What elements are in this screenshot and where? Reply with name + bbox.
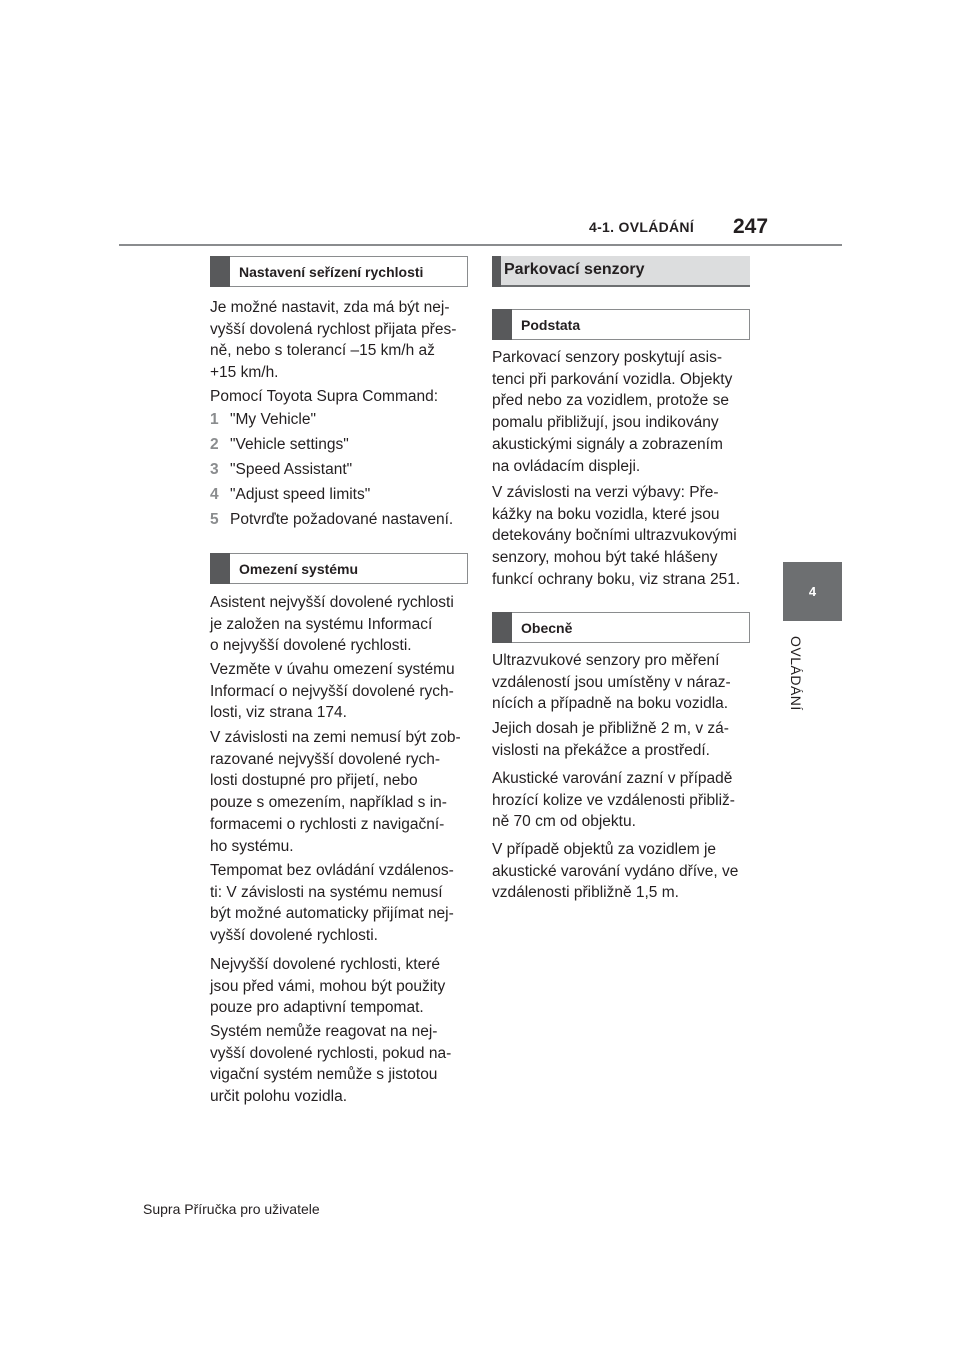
line: vzdálenosti přibližně 1,5 m. xyxy=(492,884,679,902)
step-text: "Speed Assistant" xyxy=(230,461,353,478)
section-title: 4-1. OVLÁDÁNÍ xyxy=(589,219,695,235)
line: určit polohu vozidla. xyxy=(210,1088,347,1106)
box-title: Nastavení seřízení rychlosti xyxy=(239,264,424,280)
box-title: Omezení systému xyxy=(239,561,359,577)
line: formacemi o rychlosti z navigační- xyxy=(210,815,445,833)
line: je založen na systému Informací xyxy=(210,615,433,633)
line: pouze s omezením, například s in- xyxy=(210,794,447,812)
left-para-6 xyxy=(210,860,454,947)
line: +15 km/h. xyxy=(210,364,279,382)
box-marker xyxy=(492,612,512,643)
line: vigační systém nemůže s jistotou xyxy=(210,1066,438,1084)
box-marker xyxy=(210,256,230,287)
step-text: "My Vehicle" xyxy=(230,411,316,428)
line: akustickými signály a zobrazením xyxy=(492,435,723,453)
line: Jejich dosah je přibližně 2 m, v zá- xyxy=(492,720,729,737)
line: Ultrazvukové senzory pro měření xyxy=(492,652,720,669)
header-divider xyxy=(119,244,842,246)
step-number: 3 xyxy=(210,461,219,478)
line: losti, viz strana 174. xyxy=(210,704,347,722)
box-speed-adjust xyxy=(210,256,468,287)
line: vyšší dovolená rychlost přijata přes- xyxy=(210,320,457,338)
step-5 xyxy=(210,511,453,529)
box-marker xyxy=(210,553,230,584)
step-number: 1 xyxy=(210,411,219,428)
line: Vezměte v úvahu omezení systému xyxy=(210,661,455,678)
step-text: Potvrďte požadované nastavení. xyxy=(230,511,454,528)
chapter-tab: 4 xyxy=(783,562,842,621)
step-4 xyxy=(210,486,370,504)
line: nících a případně na boku vozidla. xyxy=(492,695,729,713)
left-para-4 xyxy=(210,659,455,724)
line: Informací o nejvyšší dovolené rych- xyxy=(210,682,454,700)
box-general xyxy=(492,612,750,643)
line: pouze pro adaptivní tempomat. xyxy=(210,999,424,1017)
section-header-parking xyxy=(492,256,750,287)
line: Tempomat bez ovládání vzdálenos- xyxy=(210,862,454,879)
line: Parkovací senzory poskytují asis- xyxy=(492,349,723,366)
line: V závislosti na zemi nemusí být zob- xyxy=(210,729,461,746)
left-para-3 xyxy=(210,592,454,657)
page-number: 247 xyxy=(733,215,769,238)
line: o nejvyšší dovolené rychlosti. xyxy=(210,637,412,655)
line: losti dostupné pro přijetí, nebo xyxy=(210,772,418,790)
box-title: Obecně xyxy=(521,620,573,636)
line: razované nejvyšší dovolené rych- xyxy=(210,750,441,768)
line: Nejvyšší dovolené rychlosti, které xyxy=(210,956,441,973)
box-principle xyxy=(492,309,750,340)
line: Asistent nejvyšší dovolené rychlosti xyxy=(210,594,454,611)
left-para-2: Pomocí Toyota Supra Command: xyxy=(210,388,439,405)
line: pomalu přibližují, jsou indikovány xyxy=(492,414,719,432)
chapter-tab-label: OVLÁDÁNÍ xyxy=(788,636,804,711)
line: hrozící kolize ve vzdálenosti přibliž- xyxy=(492,791,735,809)
step-3 xyxy=(210,461,352,479)
step-number: 2 xyxy=(210,436,219,453)
step-text: "Adjust speed limits" xyxy=(230,486,371,503)
line: Akustické varování zazní v případě xyxy=(492,770,733,787)
line: kážky na boku vozidla, které jsou xyxy=(492,505,720,523)
right-para-2 xyxy=(492,482,740,591)
step-2 xyxy=(210,436,349,454)
line: vislosti na překážce a prostředí. xyxy=(492,741,710,759)
step-number: 4 xyxy=(210,486,219,503)
line: V závislosti na verzi výbavy: Pře- xyxy=(492,484,719,501)
line: V případě objektů za vozidlem je xyxy=(492,841,717,858)
right-para-5 xyxy=(492,768,735,833)
line: tenci při parkování vozidla. Objekty xyxy=(492,370,733,388)
left-para-5 xyxy=(210,727,461,857)
box-system-limits xyxy=(210,553,468,584)
right-para-1 xyxy=(492,347,732,477)
line: ně 70 cm od objektu. xyxy=(492,813,636,831)
left-para-7 xyxy=(210,954,445,1019)
line: být možné automaticky přijímat nej- xyxy=(210,905,454,923)
line: ti: V závislosti na systému nemusí xyxy=(210,883,443,901)
step-text: "Vehicle settings" xyxy=(230,436,349,453)
right-para-3 xyxy=(492,650,731,715)
chapter-tab-label-wrap xyxy=(782,636,812,731)
line: senzory, mohou být také hlášeny xyxy=(492,549,718,567)
line: vyšší dovolené rychlosti, pokud na- xyxy=(210,1044,452,1062)
footer-text: Supra Příručka pro uživatele xyxy=(143,1201,320,1217)
step-number: 5 xyxy=(210,511,219,528)
line: před nebo za vozidlem, protože se xyxy=(492,392,729,410)
line: na ovládacím displeji. xyxy=(492,457,641,475)
right-para-4 xyxy=(492,718,729,761)
line: akustické varování vydáno dříve, ve xyxy=(492,862,739,880)
line: Systém nemůže reagovat na nej- xyxy=(210,1023,438,1040)
section-header-title: Parkovací senzory xyxy=(504,261,645,278)
line: ně, nebo s tolerancí –15 km/h až xyxy=(210,342,435,360)
box-marker xyxy=(492,309,512,340)
left-para-8 xyxy=(210,1021,451,1108)
line: ho systému. xyxy=(210,837,294,855)
line: detekovány bočními ultrazvukovými xyxy=(492,527,737,545)
step-1 xyxy=(210,411,316,429)
line: jsou před vámi, mohou být použity xyxy=(210,977,446,995)
section-marker xyxy=(492,256,501,287)
line: funkcí ochrany boku, viz strana 251. xyxy=(492,570,741,588)
box-title: Podstata xyxy=(521,317,581,333)
line: vzdáleností jsou umístěny v náraz- xyxy=(492,673,731,691)
line: vyšší dovolené rychlosti. xyxy=(210,927,378,945)
right-para-6 xyxy=(492,839,738,904)
line: Je možné nastavit, zda má být nej- xyxy=(210,299,450,316)
left-para-1 xyxy=(210,297,456,384)
